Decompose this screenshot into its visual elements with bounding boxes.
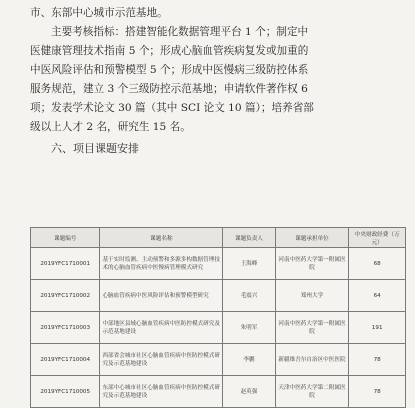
paragraph-line: 中医风险评估和预警模型 5 个；形成中医慢病三级防控体系	[30, 64, 309, 76]
column-header-id: 课题编号	[31, 228, 100, 248]
task-fund: 68	[349, 248, 406, 280]
table-row	[31, 248, 406, 280]
table-row	[31, 344, 406, 376]
task-id: 2019YFC1710005	[31, 376, 100, 408]
task-fund: 78	[349, 344, 406, 376]
table-row	[31, 376, 406, 408]
task-lead: 赵英强	[223, 376, 275, 408]
task-unit: 河南中医药大学第一附属医院	[275, 248, 349, 280]
task-unit: 河南中医药大学第一附属医院	[275, 312, 349, 344]
task-unit: 天津中医药大学第二附属医院	[275, 376, 349, 408]
task-name: 心脑血管疾病中医风险评估和预警模型研究	[100, 280, 223, 312]
task-lead: 王海峰	[223, 248, 275, 280]
task-lead: 毛震兴	[223, 280, 275, 312]
table-header-row	[31, 228, 406, 248]
section-heading: 六、项目课题安排	[51, 142, 139, 155]
task-fund: 78	[349, 376, 406, 408]
column-header-name: 课题名称	[100, 228, 223, 248]
paragraph-line: 项；发表学术论文 30 篇（其中 SCI 论文 10 篇）；培养省部	[30, 102, 314, 114]
table-row	[31, 280, 406, 312]
paragraph-line: 市、东部中心城市示范基地。	[30, 7, 168, 19]
task-unit: 新疆维吾尔自治区中医医院	[275, 344, 349, 376]
project-task-table	[30, 227, 406, 408]
task-fund: 64	[349, 280, 406, 312]
task-lead: 朱明军	[223, 312, 275, 344]
paragraph-line: 医健康管理技术指南 5 个；形成心脑血管疾病复发或加重的	[30, 45, 309, 57]
task-fund: 191	[349, 312, 406, 344]
task-name: 基于实时监测、主动预警和多源多构数据管理技术的心脑血管疾病中医慢病管理模式研究	[100, 248, 223, 280]
task-id: 2019YFC1710004	[31, 344, 100, 376]
task-name: 东部中心城市社区心脑血管疾病中医防控模式研究及示范基地建设	[100, 376, 223, 408]
task-id: 2019YFC1710001	[31, 248, 100, 280]
paragraph-line: 服务规范，建立 3 个三级防控示范基地；申请软件著作权 6	[30, 83, 308, 95]
task-name: 西部省会城市社区心脑血管疾病中医防控模式研究及示范基地建设	[100, 344, 223, 376]
task-name: 中部地区县域心脑血管疾病中医防控模式研究及示范基地建设	[100, 312, 223, 344]
column-header-unit: 课题承担单位	[275, 228, 349, 248]
column-header-fund: 中央财政经费（万元）	[349, 228, 406, 248]
task-id: 2019YFC1710002	[31, 280, 100, 312]
task-lead: 李鹏	[223, 344, 275, 376]
paragraph-line: 级以上人才 2 名，研究生 15 名。	[30, 121, 191, 133]
task-id: 2019YFC1710003	[31, 312, 100, 344]
task-unit: 郑州大学	[275, 280, 349, 312]
paragraph-line: 主要考核指标：搭建智能化数据管理平台 1 个；制定中	[51, 26, 309, 38]
table-row	[31, 312, 406, 344]
column-header-lead: 课题负责人	[223, 228, 275, 248]
